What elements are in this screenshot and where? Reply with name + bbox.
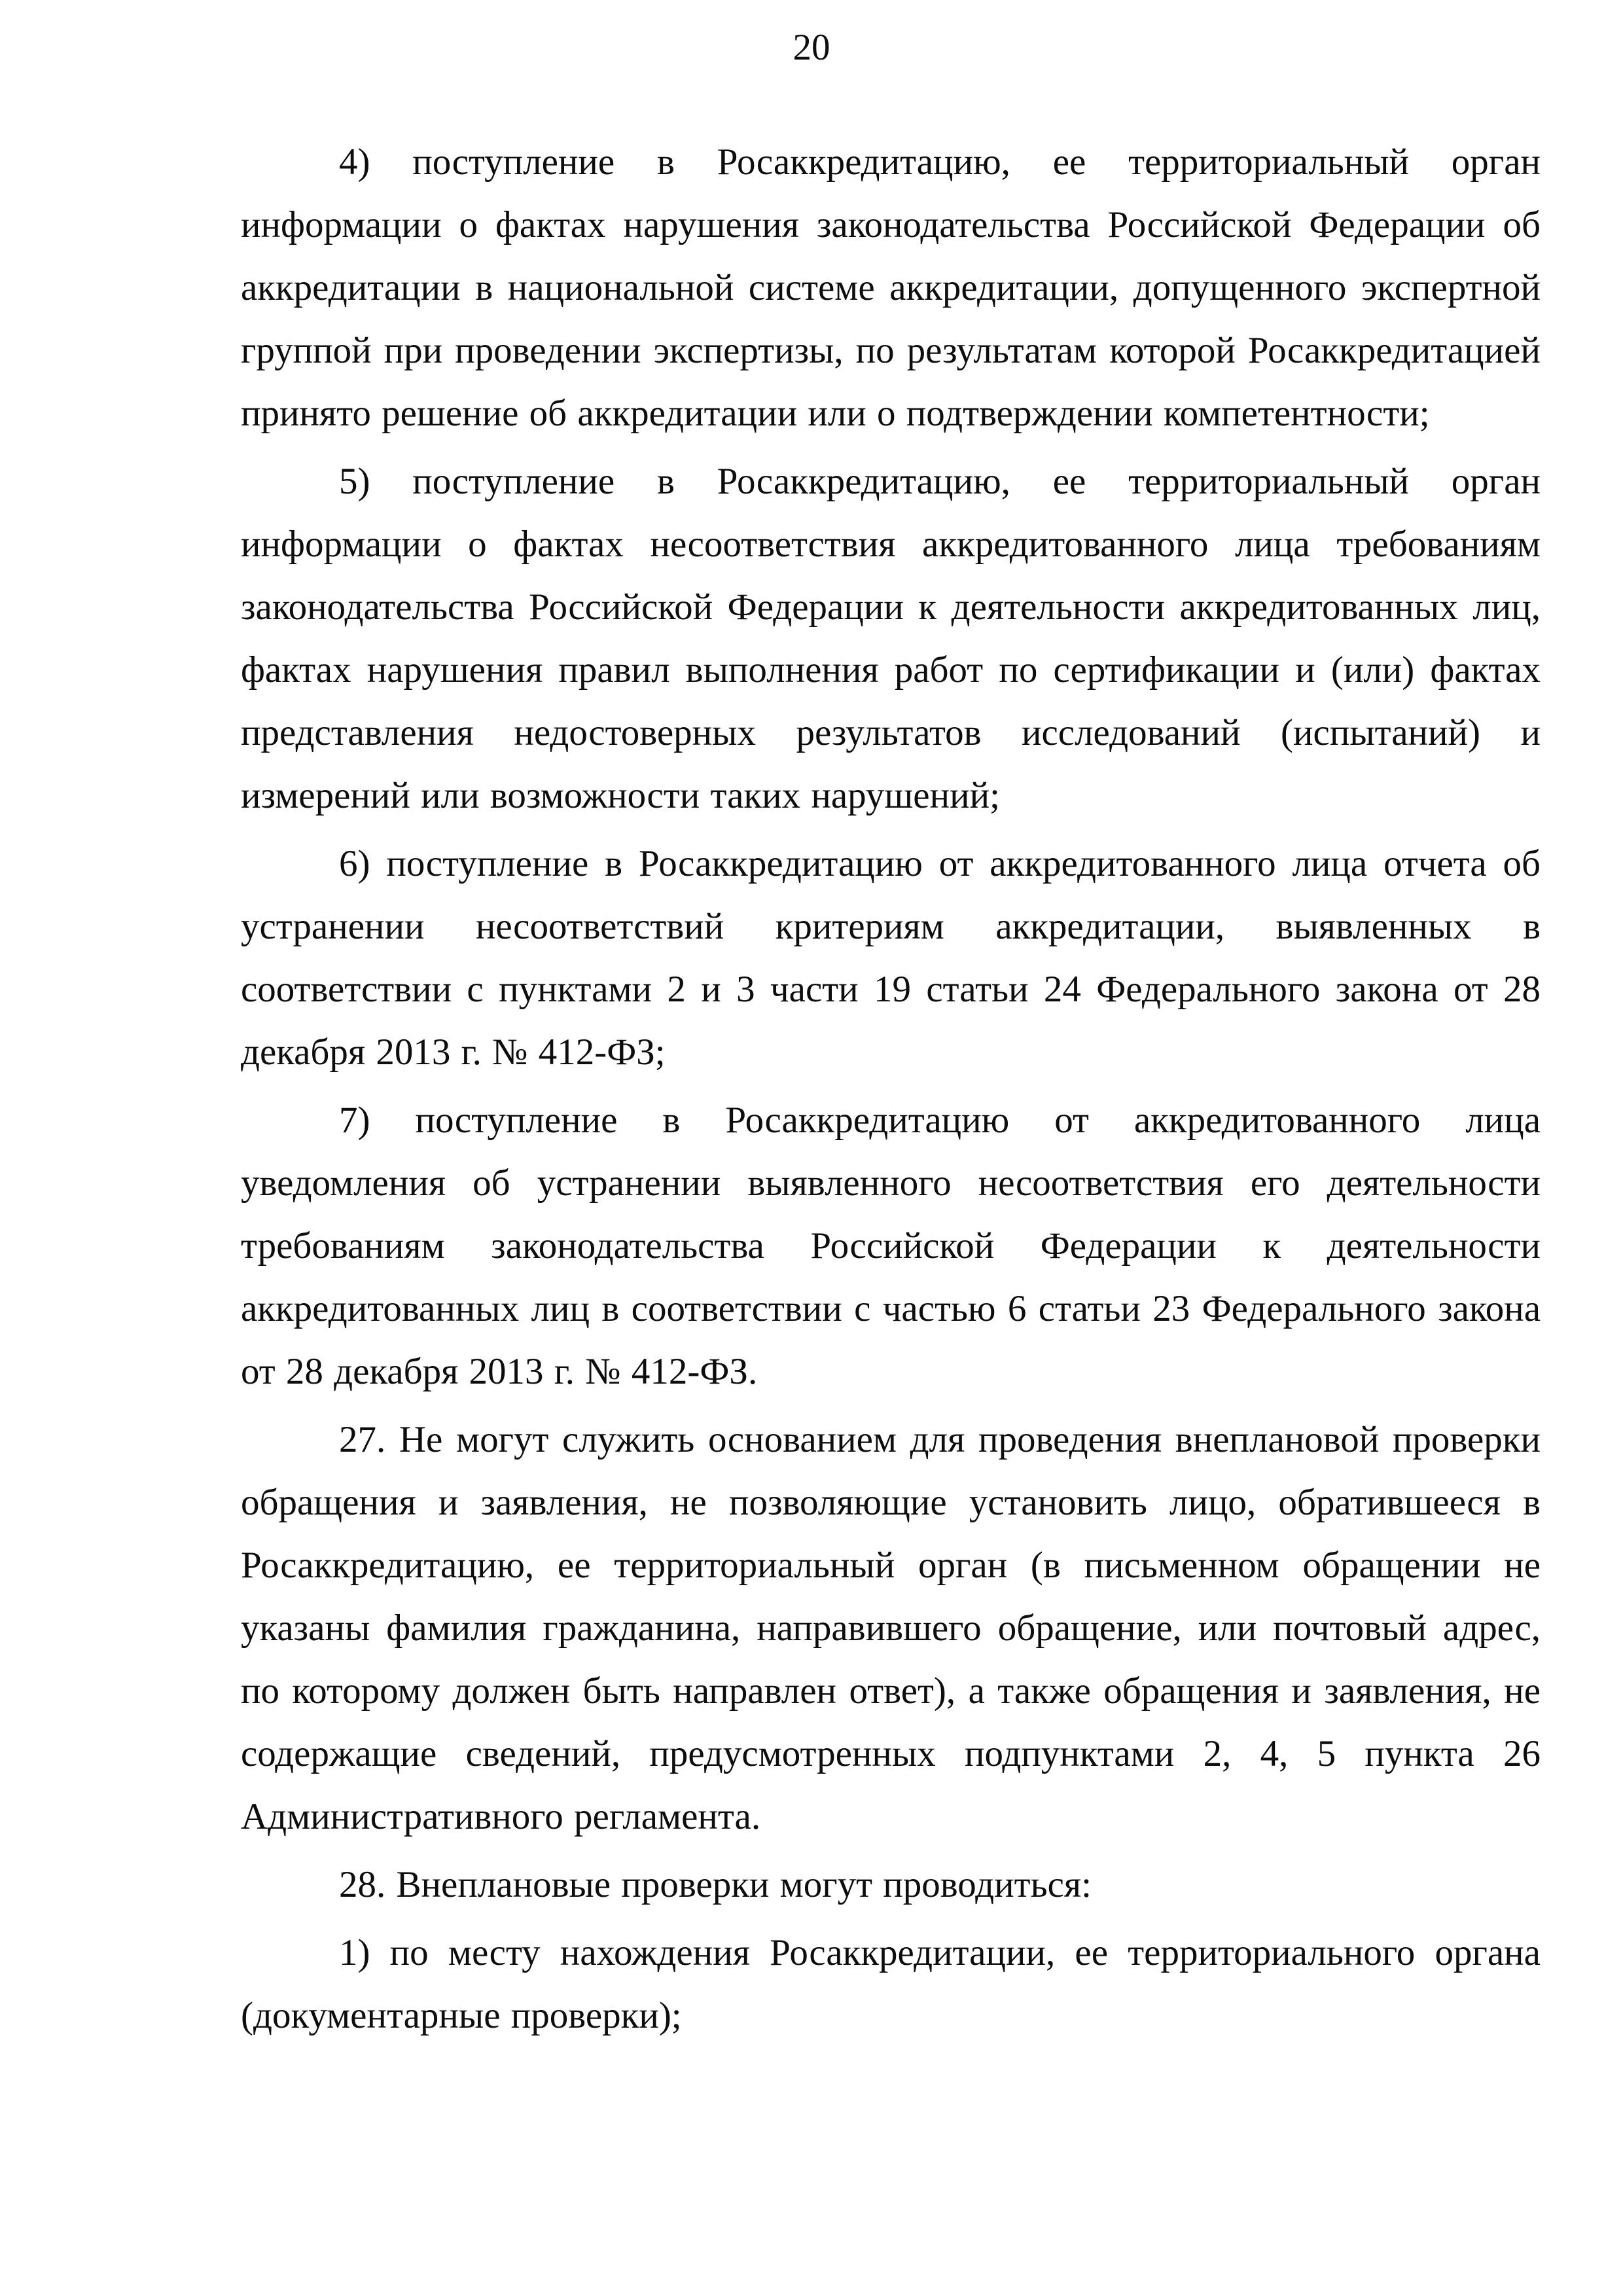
paragraph-item-4: 4) поступление в Росаккредитацию, ее территориальный орган информации о фактах нарушения законодательства Российской Федерации об аккредитации в национальной системе аккредитации, допущенного экспертной группой при проведении экспертизы, по результатам которой Росаккредитацией принято решение об аккредитации или о подтверждении компетентности; (241, 141, 1541, 434)
paragraph-clause-28: 28. Внеплановые проверки могут проводиться: (339, 1864, 1092, 1905)
paragraph-item-6: 6) поступление в Росаккредитацию от аккредитованного лица отчета об устранении несоответствий критериям аккредитации, выявленных в соответствии с пунктами 2 и 3 части 19 статьи 24 Федерального закона от 28 декабря 2013 г. № 412-ФЗ; (241, 843, 1541, 1073)
paragraph-item-7: 7) поступление в Росаккредитацию от аккредитованного лица уведомления об устранении выявленного несоответствия его деятельности требованиям законодательства Российской Федерации к деятельности аккредитованных лиц в соответствии с частью 6 статьи 23 Федерального закона от 28 декабря 2013 г. № 412-ФЗ. (241, 1100, 1541, 1392)
page-number: 20 (793, 27, 830, 68)
paragraph-item-5: 5) поступление в Росаккредитацию, ее территориальный орган информации о фактах несоответствия аккредитованного лица требованиям законодательства Российской Федерации к деятельности аккредитованных лиц, фактах нарушения правил выполнения работ по сертификации и (или) фактах представления недостоверных результатов исследований (испытаний) и измерений или возможности таких нарушений; (241, 461, 1541, 816)
paragraph-item-1: 1) по месту нахождения Росаккредитации, ее территориального органа (документарные проверки); (241, 1932, 1541, 2036)
document-body (241, 131, 1541, 2047)
paragraph-clause-27: 27. Не могут служить основанием для проведения внеплановой проверки обращения и заявления, не позволяющие установить лицо, обратившееся в Росаккредитацию, ее территориальный орган (в письменном обращении не указаны фамилия гражданина, направившего обращение, или почтовый адрес, по которому должен быть направлен ответ), а также обращения и заявления, не содержащие сведений, предусмотренных подпунктами 2, 4, 5 пункта 26 Административного регламента. (241, 1419, 1541, 1837)
